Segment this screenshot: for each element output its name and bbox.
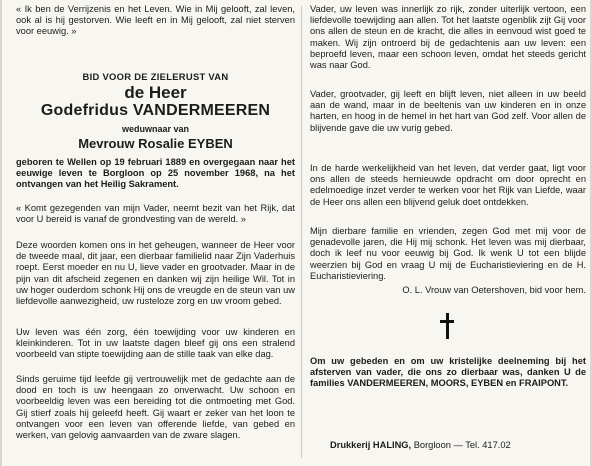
paragraph-2: Uw leven was één zorg, één toewijding voor uw kinderen en kleinkinderen. Tot in uw laatste dagen bleef gij ons een stralend voorbeeld van stipte toewijding aan de stille taak van elke dag. [16, 327, 295, 360]
de-heer: de Heer [124, 83, 187, 102]
printer-name: Drukkerij HALING, [330, 440, 412, 450]
invocation: O. L. Vrouw van Oetershoven, bid voor hem. [402, 285, 586, 295]
right-paragraph-1: Vader, uw leven was innerlijk zo rijk, zonder uiterlijk vertoon, een liefdevolle toewijding aan allen. Tot het laatste ogenblik zijt Gij voor ons allen de steun en de kracht, die alles in eenvoud wist goed te maken. Wij zijn ontroerd bij de gedachtenis aan uw leven: een beproefd leven, maar een schoon leven, omdat het steeds gericht was naar God. [310, 4, 586, 71]
paragraph-3: Sinds geruime tijd leefde gij vertrouwelijk met de gedachte aan de dood en toch is uw heengaan zo onverwacht. Uw schoon en voorbeeldig leven was een bereiding tot die ontmoeting met God. Gij stierf zoals hij geleefd heeft. Gij waart er zeker van het loon te ontvangen voor een leven van offerende liefde, van gebed en werken, van gelovig aanvaarden van de zware slagen. [16, 374, 295, 441]
printer-credit [330, 440, 511, 450]
cross-icon [440, 313, 454, 339]
card-fold-line [301, 6, 302, 458]
right-paragraph-4: Mijn dierbare familie en vrienden, zegen God met mij voor de genadevolle jaren, die Hij mij schonk. Het leven was mij dierbaar, doch ik leef nu voor eeuwig bij God. Ik wenk U tot een blijde weerzien bij God en vraag U mij de Eucharistieviering en de H. Eucharistieviering. [310, 226, 586, 281]
scripture-quote: « Komt gezegenden van mijn Vader, neemt bezit van het Rijk, dat voor U bereid is vanaf de grondvesting van de wereld. » [16, 203, 295, 225]
paragraph-1: Deze woorden komen ons in het geheugen, wanneer de Heer voor de tweede maal, dit jaar, een dierbaar familielid naar Zijn Vaderhuis roept. Eerst moeder en nu U, lieve vader en grootvader. Maar in de pijn van dit afscheid zegenen en danken wij zijn heilige Wil. Tot in uw hoger ouderdom schonk Hij ons de vreugde en de steun van uw liefdevolle aanwezigheid, uw rusteloze zorg en uw vroom gebed. [16, 240, 295, 307]
spouse-name: Mevrouw Rosalie EYBEN [78, 136, 233, 151]
opening-quote: « Ik ben de Verrijzenis en het Leven. Wie in Mij gelooft, zal leven, ook al is hij gestorven. Wie leeft en in Mij gelooft, zal niet sterven voor eeuwig. » [16, 4, 295, 37]
birth-death-info: geboren te Wellen op 19 februari 1889 en overgegaan naar het eeuwige leven te Borgloon op 25 november 1968, na het ontvangen van het Heilig Sakrament. [16, 157, 295, 190]
widower-of: weduwnaar van [121, 124, 190, 134]
prayer-heading: BID VOOR DE ZIELERUST VAN [82, 71, 229, 82]
printer-location: Borgloon — Tel. 417.02 [413, 440, 511, 450]
right-paragraph-2: Vader, grootvader, gij leeft en blijft leven, niet alleen in uw beeld aan de wand, maar in de beeltenis van uw kinderen en in onze harten, en hoog in de hemel in het hart van God zelf. Voor allen de blijvende gave die uw vurig gebed. [310, 89, 586, 133]
thanks-note: Om uw gebeden en om uw kristelijke deelneming bij het afsterven van vader, die ons zo dierbaar was, danken U de families VANDERMEEREN, MOORS, EYBEN en FRAIPONT. [310, 356, 586, 389]
deceased-name: Godefridus VANDERMEEREN [40, 102, 271, 119]
right-paragraph-3: In de harde werkelijkheid van het leven, dat verder gaat, ligt voor ons allen de steeds hernieuwde opdracht om door oprecht en edelmoedige inzet verder te werken voor het Rijk van Liefde, waar de Heer ons allen een blijvend geluk doet ontdekken. [310, 163, 586, 207]
